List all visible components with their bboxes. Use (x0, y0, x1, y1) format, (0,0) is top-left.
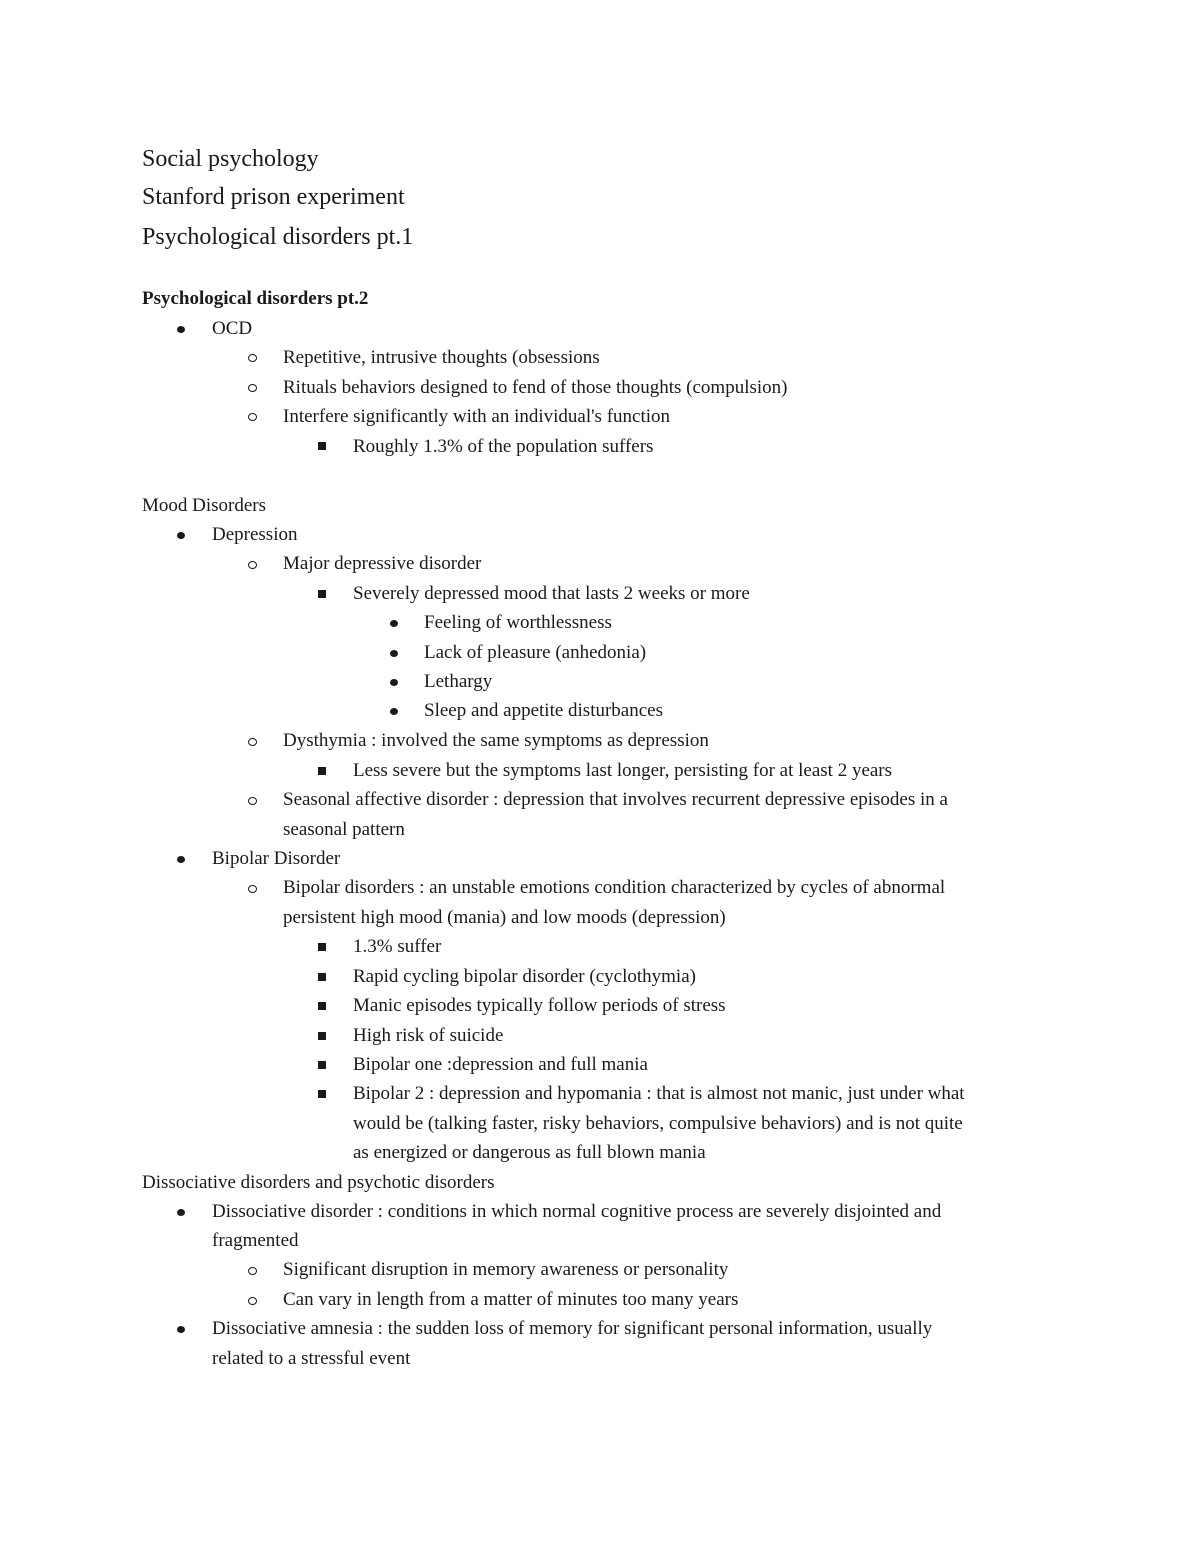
bullet-disc-icon (390, 620, 398, 627)
bullet-square-icon (318, 442, 326, 450)
list-item-dissociative-line1: Dissociative disorder : conditions in which normal cognitive process are severely disjointed and (212, 1201, 942, 1222)
list-item-bipolar2-line2: would be (talking faster, risky behaviors, compulsive behaviors) and is not quite (353, 1113, 963, 1134)
bullet-circle-icon (248, 384, 257, 392)
bullet-disc-icon (390, 650, 398, 657)
list-item-symptom-4: Sleep and appetite disturbances (424, 700, 664, 721)
bullet-disc-icon (390, 708, 398, 715)
bullet-square-icon (318, 943, 326, 951)
list-item-amnesia-line2: related to a stressful event (212, 1348, 411, 1369)
bullet-circle-icon (248, 797, 257, 805)
bullet-circle-icon (248, 738, 257, 746)
list-item-bipolar2-line1: Bipolar 2 : depression and hypomania : that is almost not manic, just under what (353, 1083, 965, 1104)
section-title-pt2: Psychological disorders pt.2 (142, 288, 369, 309)
bullet-disc-icon (177, 856, 185, 863)
bullet-square-icon (318, 767, 326, 775)
list-item-dysthymia-sub: Less severe but the symptoms last longer, persisting for at least 2 years (353, 760, 893, 781)
list-item-bipolar-5: Bipolar one :depression and full mania (353, 1054, 648, 1075)
list-item-bipolar-2: Rapid cycling bipolar disorder (cyclothymia) (353, 966, 696, 987)
heading-social-psychology: Social psychology (142, 146, 319, 172)
list-item-dissociative-sub-2: Can vary in length from a matter of minutes too many years (283, 1289, 739, 1310)
bullet-square-icon (318, 590, 326, 598)
bullet-square-icon (318, 1061, 326, 1069)
bullet-square-icon (318, 1032, 326, 1040)
list-item-ocd: OCD (212, 318, 253, 339)
list-item-symptom-1: Feeling of worthlessness (424, 612, 612, 633)
bullet-disc-icon (177, 326, 185, 333)
bullet-circle-icon (248, 1297, 257, 1305)
bullet-square-icon (318, 1002, 326, 1010)
bullet-circle-icon (248, 561, 257, 569)
list-item-bipolar-def-line2: persistent high mood (mania) and low moods (depression) (283, 907, 726, 928)
bullet-disc-icon (177, 532, 185, 539)
list-item-bipolar-def-line1: Bipolar disorders : an unstable emotions condition characterized by cycles of abnormal (283, 877, 946, 898)
bullet-circle-icon (248, 885, 257, 893)
bullet-circle-icon (248, 1267, 257, 1275)
list-item-bipolar: Bipolar Disorder (212, 848, 341, 869)
list-item-bipolar-3: Manic episodes typically follow periods of stress (353, 995, 726, 1016)
heading-psych-disorders-pt1: Psychological disorders pt.1 (142, 224, 414, 250)
bullet-disc-icon (177, 1326, 185, 1333)
list-item-dissociative-sub-1: Significant disruption in memory awareness or personality (283, 1259, 729, 1280)
list-item-symptom-2: Lack of pleasure (anhedonia) (424, 642, 647, 663)
section-title-dissociative: Dissociative disorders and psychotic disorders (142, 1172, 495, 1193)
list-item-bipolar-4: High risk of suicide (353, 1025, 504, 1046)
bullet-disc-icon (177, 1209, 185, 1216)
list-item-ocd-3: Interfere significantly with an individual's function (283, 406, 671, 427)
list-item-sad-line2: seasonal pattern (283, 819, 405, 840)
list-item-ocd-1: Repetitive, intrusive thoughts (obsessions (283, 347, 600, 368)
list-item-symptom-3: Lethargy (424, 671, 493, 692)
bullet-circle-icon (248, 354, 257, 362)
list-item-depression: Depression (212, 524, 298, 545)
list-item-bipolar2-line3: as energized or dangerous as full blown mania (353, 1142, 706, 1163)
section-title-mood: Mood Disorders (142, 495, 267, 516)
bullet-square-icon (318, 1090, 326, 1098)
bullet-circle-icon (248, 413, 257, 421)
list-item-ocd-2: Rituals behaviors designed to fend of those thoughts (compulsion) (283, 377, 788, 398)
list-item-bipolar-1: 1.3% suffer (353, 936, 442, 957)
bullet-disc-icon (390, 679, 398, 686)
list-item-dissociative-line2: fragmented (212, 1230, 299, 1251)
list-item-ocd-sub: Roughly 1.3% of the population suffers (353, 436, 654, 457)
heading-stanford-prison: Stanford prison experiment (142, 184, 405, 210)
list-item-amnesia-line1: Dissociative amnesia : the sudden loss of memory for significant personal information, usually (212, 1318, 933, 1339)
list-item-sad-line1: Seasonal affective disorder : depression that involves recurrent depressive episodes in a (283, 789, 948, 810)
list-item-mdd-desc: Severely depressed mood that lasts 2 weeks or more (353, 583, 750, 604)
list-item-dysthymia: Dysthymia : involved the same symptoms as depression (283, 730, 709, 751)
bullet-square-icon (318, 973, 326, 981)
list-item-mdd: Major depressive disorder (283, 553, 482, 574)
